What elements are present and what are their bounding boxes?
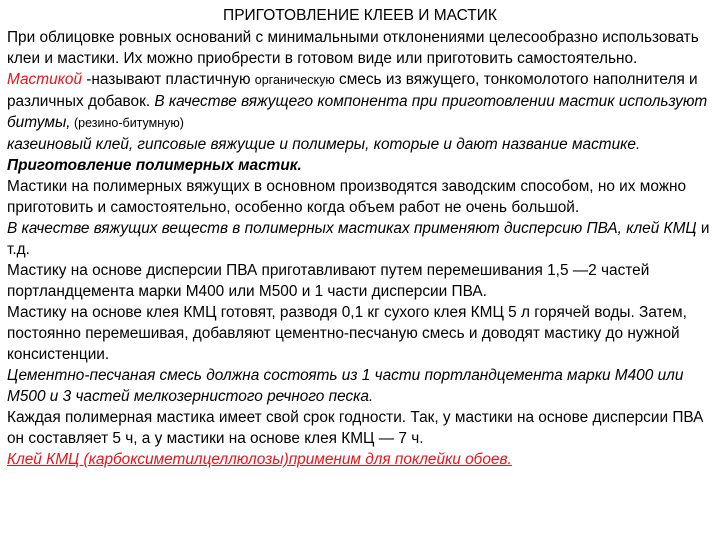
pva-mastic-paragraph: Мастику на основе дисперсии ПВА приготавливают путем перемешивания 1,5 —2 частей портландцемента марки М400 или М500 и 1 части дисперсии ПВА. — [7, 262, 650, 300]
definition-text-b: смесь из вяжущего, тонкомолотого наполнителя и различных добавок. — [7, 71, 698, 110]
rubber-bitumen-note: (резино-битумную) — [70, 116, 184, 130]
binder-list-text: казеиновый клей, гипсовые вяжущие и полимеры, которые и дают название мастике. — [7, 136, 641, 153]
sand-mix-paragraph — [7, 365, 713, 407]
polymer-mastics-heading-text: Приготовление полимерных мастик. — [7, 157, 302, 174]
binder-list-paragraph — [7, 134, 713, 155]
definition-text-a: -называют пластичную — [82, 71, 255, 88]
intro-paragraph: При облицовке ровных оснований с минимальными отклонениями целесообразно использовать клеи и мастики. Их можно приобрести в готовом виде или приготовить самостоятельно. — [7, 29, 699, 67]
slide-title: ПРИГОТОВЛЕНИЕ КЛЕЕВ И МАСТИК — [223, 7, 497, 24]
slide-body — [7, 27, 713, 470]
polymer-mastics-heading — [7, 155, 713, 176]
binders-used-italic: В качестве вяжущих веществ в полимерных мастиках применяют дисперсию ПВА, клей КМЦ — [7, 220, 697, 237]
polymer-production-paragraph: Мастики на полимерных вяжущих в основном производятся заводским способом, но их можно приготовить и самостоятельно, особенно когда объем работ не очень большой. — [7, 178, 687, 216]
definition-small-word: органическую — [254, 73, 335, 87]
binder-italic-text: В качестве вяжущего компонента при приготовлении мастик используют битумы, — [7, 93, 708, 131]
shelf-life-paragraph: Каждая полимерная мастика имеет свой срок годности. Так, у мастики на основе дисперсии ПВА он составляет 5 ч, а у мастики на основе клея КМЦ — 7 ч. — [7, 409, 704, 447]
mastic-definition-paragraph — [7, 69, 713, 134]
sand-mix-text: Цементно-песчаная смесь должна состоять из 1 части портландцемента марки М400 или М500 и 3 частей мелкозернистого речного песка. — [7, 367, 684, 405]
binders-used-tail: и т.д. — [7, 220, 710, 258]
kmc-wallpaper-paragraph — [7, 449, 713, 470]
binders-used-paragraph — [7, 218, 713, 260]
kmc-mastic-paragraph: Мастику на основе клея КМЦ готовят, разводя 0,1 кг сухого клея КМЦ 5 л горячей воды. Затем, постоянно перемешивая, добавляют цементно-песчаную смесь и доводят мастику до нужной консистенции. — [7, 304, 687, 363]
mastic-term: Мастикой — [7, 71, 83, 88]
kmc-wallpaper-text: Клей КМЦ (карбоксиметилцеллюлозы)применим для поклейки обоев. — [7, 451, 512, 468]
